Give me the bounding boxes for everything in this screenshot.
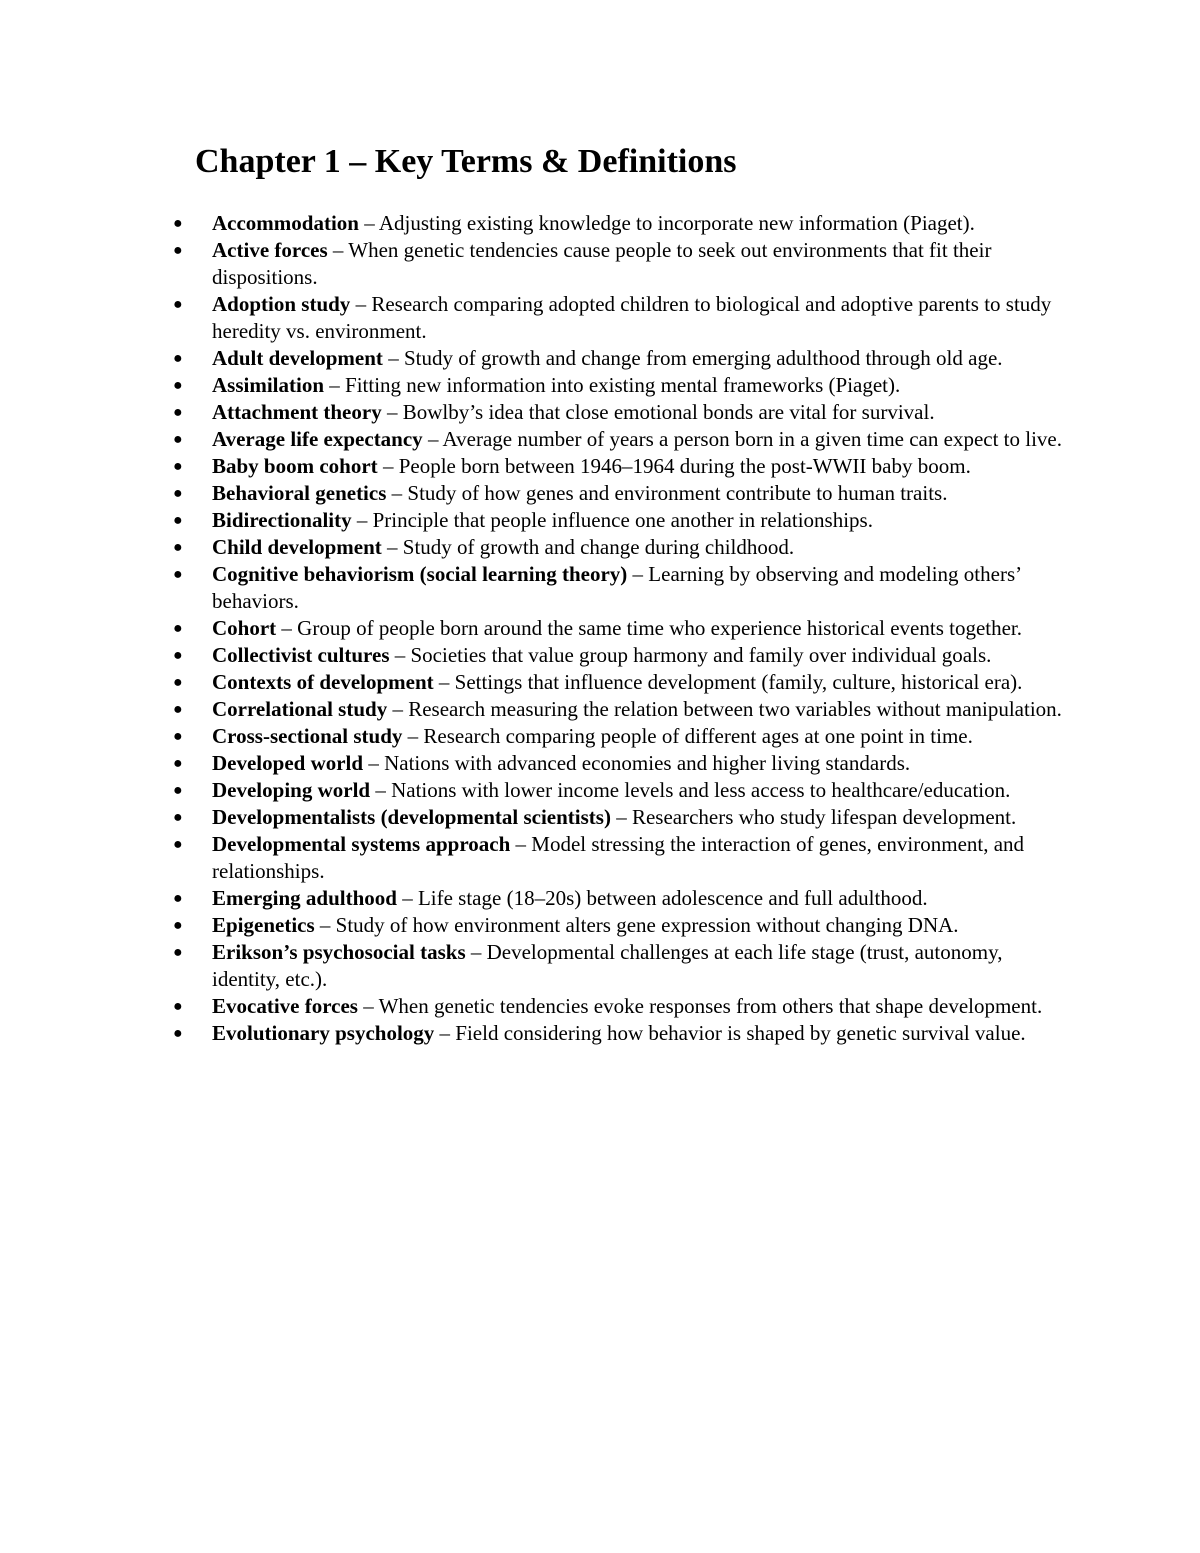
term-definition: Study of how environment alters gene expression without changing DNA. bbox=[335, 913, 959, 937]
term-separator: – bbox=[357, 994, 379, 1018]
term-name: Cognitive behaviorism (social learning theory) bbox=[212, 562, 628, 586]
term-separator: – bbox=[314, 913, 336, 937]
term-separator: – bbox=[387, 697, 409, 721]
bullet-icon: ● bbox=[173, 836, 183, 853]
term-name: Behavioral genetics bbox=[212, 481, 387, 505]
term-definition: Adjusting existing knowledge to incorporate new information (Piaget). bbox=[378, 211, 975, 235]
term-definition: Nations with advanced economies and higher living standards. bbox=[384, 751, 911, 775]
bullet-icon: ● bbox=[173, 539, 183, 556]
term-name: Adoption study bbox=[212, 292, 351, 316]
term-separator: – bbox=[402, 724, 424, 748]
list-item bbox=[0, 885, 1200, 912]
list-item bbox=[0, 696, 1200, 723]
bullet-icon: ● bbox=[173, 512, 183, 529]
term-name: Child development bbox=[212, 535, 382, 559]
term-separator: – bbox=[610, 805, 632, 829]
term-definition: Life stage (18–20s) between adolescence and full adulthood. bbox=[417, 886, 928, 910]
term-name: Developing world bbox=[212, 778, 371, 802]
bullet-icon: ● bbox=[173, 890, 183, 907]
bullet-icon: ● bbox=[173, 701, 183, 718]
bullet-icon: ● bbox=[173, 755, 183, 772]
term-name: Evolutionary psychology bbox=[212, 1021, 435, 1045]
bullet-icon: ● bbox=[173, 485, 183, 502]
page-title: Chapter 1 – Key Terms & Definitions bbox=[195, 143, 737, 180]
term-definition: Field considering how behavior is shaped by genetic survival value. bbox=[455, 1021, 1026, 1045]
list-item bbox=[0, 777, 1200, 804]
term-separator: – bbox=[370, 778, 392, 802]
term-definition: Study of growth and change during childhood. bbox=[402, 535, 795, 559]
term-name: Bidirectionality bbox=[212, 508, 352, 532]
term-separator: – bbox=[510, 832, 532, 856]
bullet-icon: ● bbox=[173, 647, 183, 664]
term-separator: – bbox=[386, 481, 408, 505]
list-item bbox=[0, 210, 1200, 237]
list-item bbox=[0, 912, 1200, 939]
list-item bbox=[0, 480, 1200, 507]
term-separator: – bbox=[434, 1021, 456, 1045]
bullet-icon: ● bbox=[173, 674, 183, 691]
bullet-icon: ● bbox=[173, 458, 183, 475]
term-name: Attachment theory bbox=[212, 400, 382, 424]
bullet-icon: ● bbox=[173, 782, 183, 799]
bullet-icon: ● bbox=[173, 242, 183, 259]
term-separator: – bbox=[350, 292, 372, 316]
term-definition: Developmental challenges at each life stage (trust, autonomy, identity, etc.). bbox=[212, 940, 1003, 991]
list-item bbox=[0, 426, 1200, 453]
list-item bbox=[0, 750, 1200, 777]
list-item bbox=[0, 804, 1200, 831]
list-item bbox=[0, 372, 1200, 399]
bullet-icon: ● bbox=[173, 296, 183, 313]
term-definition: Study of how genes and environment contribute to human traits. bbox=[407, 481, 948, 505]
term-separator: – bbox=[327, 238, 349, 262]
term-separator: – bbox=[276, 616, 298, 640]
term-definition: Model stressing the interaction of genes, environment, and relationships. bbox=[212, 832, 1025, 883]
term-separator: – bbox=[422, 427, 443, 451]
term-name: Average life expectancy bbox=[212, 427, 423, 451]
term-name: Correlational study bbox=[212, 697, 388, 721]
term-definition: Principle that people influence one another in relationships. bbox=[372, 508, 873, 532]
term-name: Cohort bbox=[212, 616, 277, 640]
term-name: Active forces bbox=[212, 238, 328, 262]
bullet-icon: ● bbox=[173, 917, 183, 934]
term-definition: Average number of years a person born in a given time can expect to live. bbox=[442, 427, 1062, 451]
bullet-icon: ● bbox=[173, 620, 183, 637]
term-name: Adult development bbox=[212, 346, 383, 370]
term-separator: – bbox=[433, 670, 455, 694]
term-name: Baby boom cohort bbox=[212, 454, 378, 478]
term-name: Erikson’s psychosocial tasks bbox=[212, 940, 466, 964]
term-name: Collectivist cultures bbox=[212, 643, 390, 667]
term-separator: – bbox=[396, 886, 418, 910]
term-definition: Learning by observing and modeling others’ behaviors. bbox=[212, 562, 1021, 613]
term-separator: – bbox=[358, 211, 379, 235]
term-name: Emerging adulthood bbox=[212, 886, 397, 910]
list-item bbox=[0, 561, 1200, 615]
list-item bbox=[0, 534, 1200, 561]
list-item bbox=[0, 453, 1200, 480]
term-separator: – bbox=[381, 400, 403, 424]
bullet-icon: ● bbox=[173, 728, 183, 745]
term-definition: Settings that influence development (family, culture, historical era). bbox=[454, 670, 1023, 694]
bullet-icon: ● bbox=[173, 404, 183, 421]
bullet-icon: ● bbox=[173, 998, 183, 1015]
bullet-icon: ● bbox=[173, 377, 183, 394]
term-separator: – bbox=[382, 346, 404, 370]
key-terms-list bbox=[0, 210, 1200, 1047]
list-item bbox=[0, 642, 1200, 669]
term-definition: Nations with lower income levels and less access to healthcare/education. bbox=[391, 778, 1011, 802]
term-name: Accommodation bbox=[212, 211, 359, 235]
term-definition: Research comparing people of different ages at one point in time. bbox=[423, 724, 973, 748]
list-item bbox=[0, 507, 1200, 534]
term-name: Developmentalists (developmental scientists) bbox=[212, 805, 611, 829]
list-item bbox=[0, 669, 1200, 696]
term-separator: – bbox=[381, 535, 403, 559]
term-definition: When genetic tendencies cause people to seek out environments that fit their dispositions. bbox=[212, 238, 992, 289]
term-definition: Bowlby’s idea that close emotional bonds are vital for survival. bbox=[402, 400, 935, 424]
bullet-icon: ● bbox=[173, 350, 183, 367]
bullet-icon: ● bbox=[173, 566, 183, 583]
term-separator: – bbox=[363, 751, 385, 775]
term-definition: When genetic tendencies evoke responses from others that shape development. bbox=[378, 994, 1043, 1018]
term-definition: Study of growth and change from emerging adulthood through old age. bbox=[403, 346, 1003, 370]
list-item bbox=[0, 1020, 1200, 1047]
term-separator: – bbox=[351, 508, 373, 532]
list-item bbox=[0, 615, 1200, 642]
list-item bbox=[0, 831, 1200, 885]
bullet-icon: ● bbox=[173, 809, 183, 826]
bullet-icon: ● bbox=[173, 944, 183, 961]
list-item bbox=[0, 939, 1200, 993]
list-item bbox=[0, 723, 1200, 750]
bullet-icon: ● bbox=[173, 431, 183, 448]
term-definition: Fitting new information into existing mental frameworks (Piaget). bbox=[345, 373, 901, 397]
term-name: Assimilation bbox=[212, 373, 325, 397]
term-name: Evocative forces bbox=[212, 994, 358, 1018]
term-name: Developmental systems approach bbox=[212, 832, 511, 856]
term-definition: Researchers who study lifespan development. bbox=[631, 805, 1017, 829]
term-definition: Group of people born around the same time who experience historical events together. bbox=[297, 616, 1023, 640]
term-name: Epigenetics bbox=[212, 913, 315, 937]
term-name: Developed world bbox=[212, 751, 364, 775]
bullet-icon: ● bbox=[173, 1025, 183, 1042]
term-definition: Societies that value group harmony and family over individual goals. bbox=[410, 643, 992, 667]
bullet-icon: ● bbox=[173, 215, 183, 232]
term-definition: People born between 1946–1964 during the post-WWII baby boom. bbox=[398, 454, 971, 478]
term-separator: – bbox=[389, 643, 411, 667]
term-separator: – bbox=[465, 940, 487, 964]
term-separator: – bbox=[324, 373, 346, 397]
list-item bbox=[0, 993, 1200, 1020]
list-item bbox=[0, 345, 1200, 372]
term-definition: Research measuring the relation between two variables without manipulation. bbox=[408, 697, 1062, 721]
list-item bbox=[0, 399, 1200, 426]
list-item bbox=[0, 237, 1200, 291]
term-definition: Research comparing adopted children to biological and adoptive parents to study heredity vs. environment. bbox=[212, 292, 1052, 343]
term-separator: – bbox=[627, 562, 649, 586]
term-name: Cross-sectional study bbox=[212, 724, 403, 748]
term-name: Contexts of development bbox=[212, 670, 434, 694]
list-item bbox=[0, 291, 1200, 345]
term-separator: – bbox=[377, 454, 399, 478]
